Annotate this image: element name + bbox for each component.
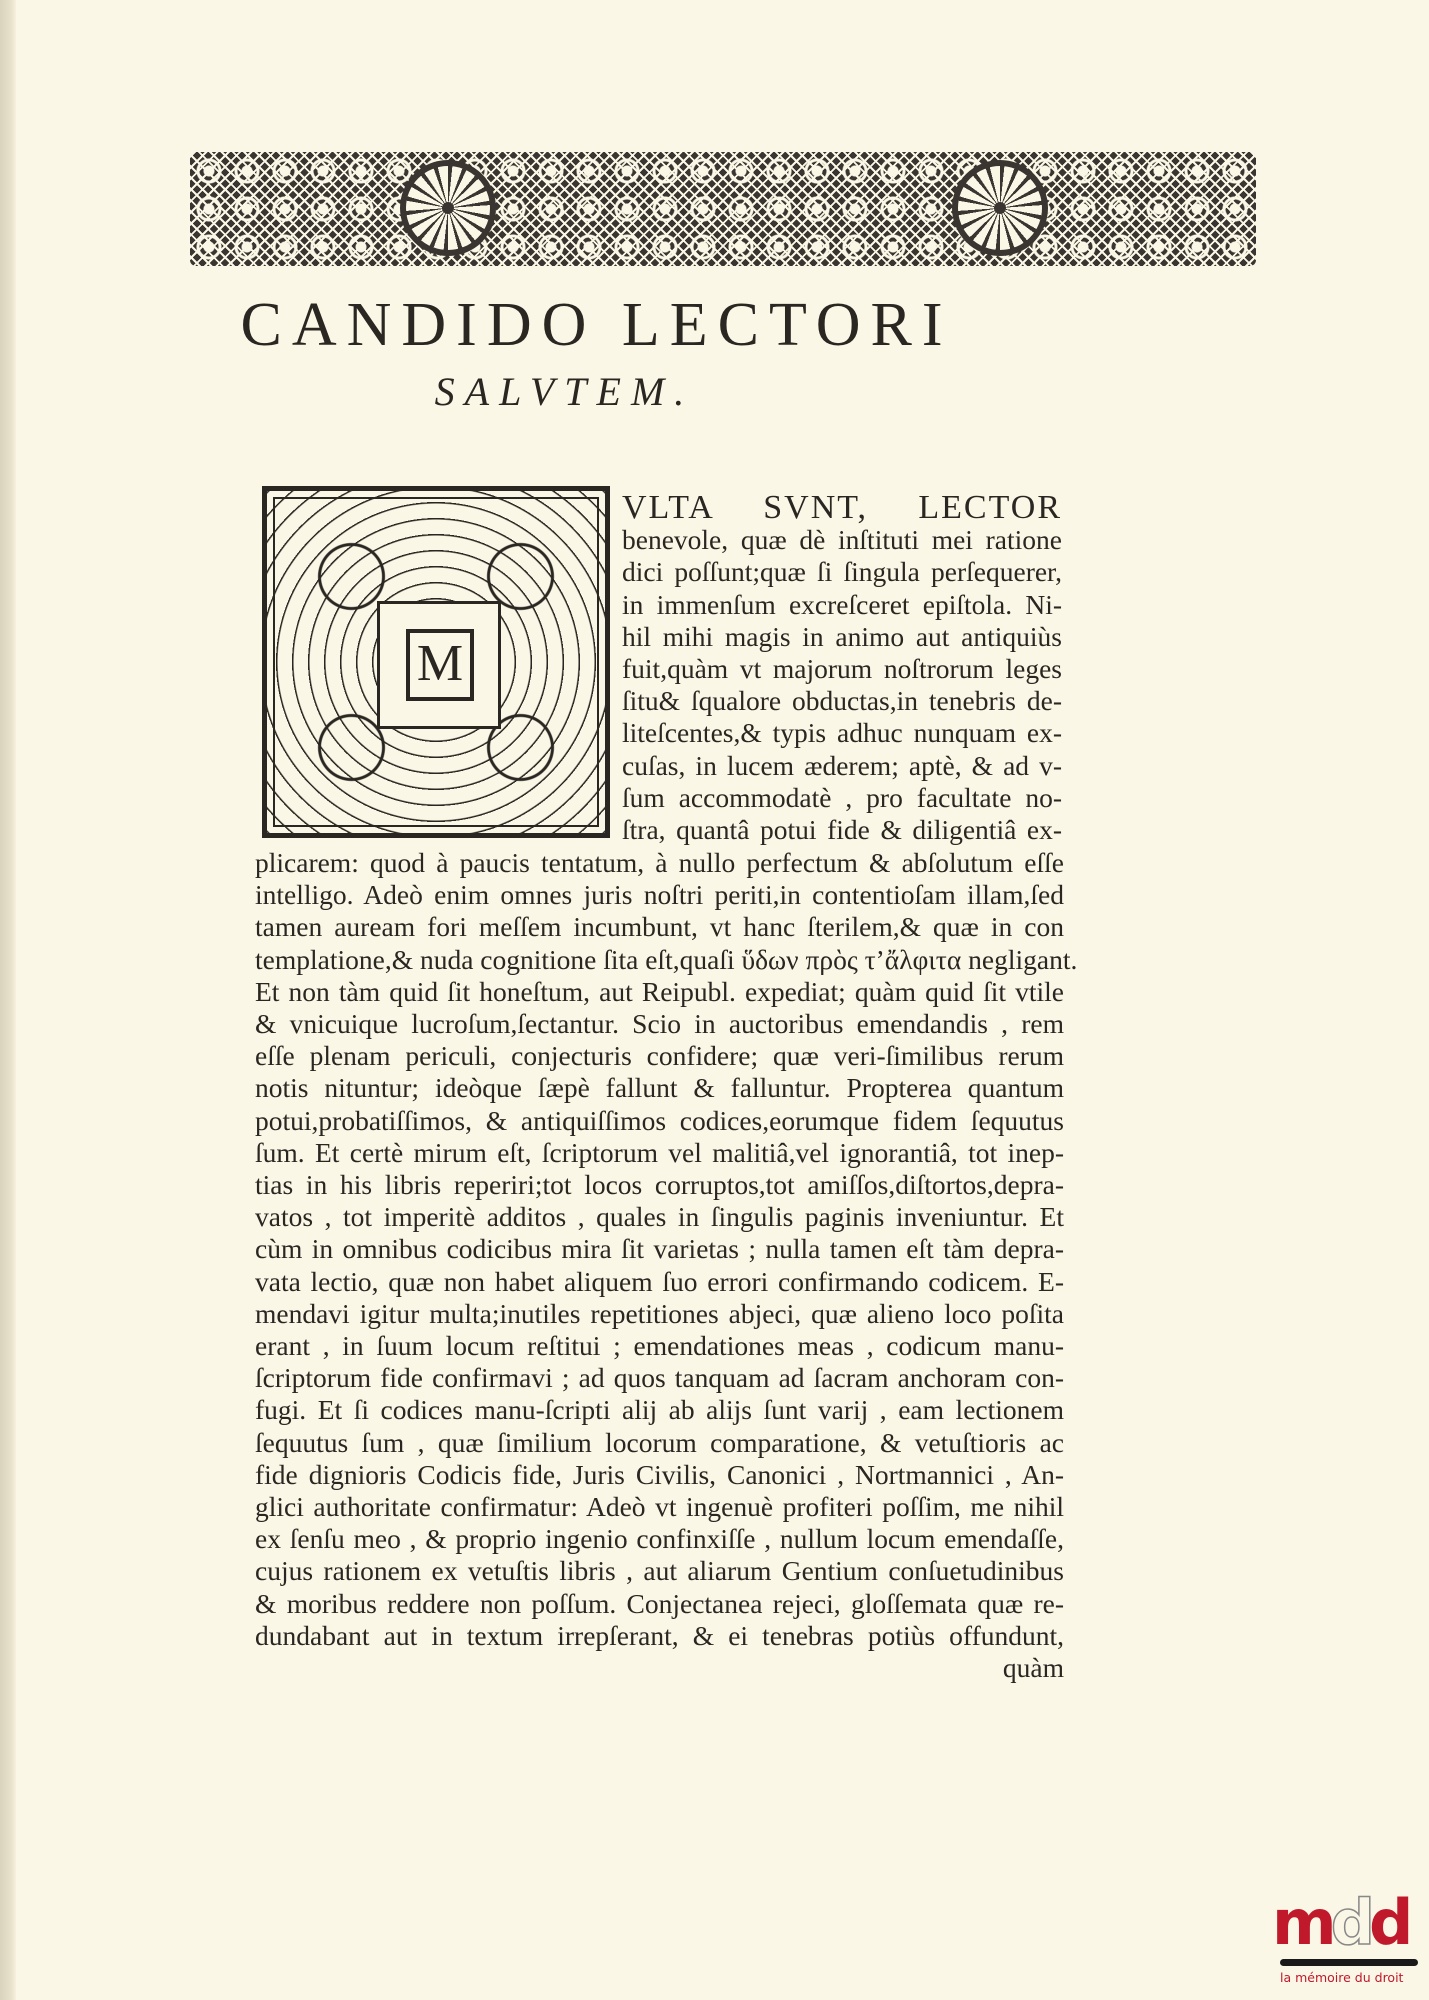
text-line: cuſas, in lucem æderem; aptè, & ad v- — [622, 749, 1062, 781]
text-line: & vnicuique lucroſum,ſectantur. Scio in auctoribus emendandis , rem — [255, 1008, 1064, 1040]
text-line: in immenſum excreſceret epiſtola. Ni- — [622, 588, 1062, 620]
text-line: templatione,& nuda cognitione ſita eſt,quaſi ὕδων πρὸς τ’ἄλφιτα negligant. — [255, 943, 1078, 975]
catchword: quàm — [1002, 1652, 1064, 1684]
text-line: Et non tàm quid ſit honeſtum, aut Reipubl. expediat; quàm quid ſit vtile — [255, 975, 1064, 1007]
logo-divider — [1280, 1959, 1418, 1966]
text-line: dici poſſunt;quæ ſi ſingula perſequerer, — [622, 556, 1062, 588]
text-line: potui,probatiſſimos, & antiquiſſimos codices,eorumque fidem ſequutus — [255, 1104, 1064, 1136]
first-line-caps: VLTA SVNT, LECTOR — [622, 489, 1062, 526]
logo-mark: mdd — [1272, 1886, 1408, 1959]
text-line: vatos , tot imperitè additos , quales in ſingulis paginis inveniuntur. Et — [255, 1201, 1064, 1233]
text-line: plicarem: quod à paucis tentatum, à nullo perfectum & abſolutum eſſe — [255, 847, 1064, 878]
text-line: hil mihi magis in animo aut antiquiùs — [622, 620, 1062, 652]
text-line: eſſe plenam periculi, conjecturis confidere; quæ veri-ſimilibus rerum — [255, 1040, 1064, 1072]
decorated-initial — [262, 486, 610, 838]
rosette-ornament-right — [952, 160, 1048, 256]
text-line: ex ſenſu meo , & proprio ingenio confinxiſſe , nullum locum emendaſſe, — [255, 1523, 1064, 1555]
ornamental-headpiece — [190, 152, 1256, 266]
text-line: mendavi igitur multa;inutiles repetitiones abjeci, quæ alieno loco poſita — [255, 1297, 1064, 1329]
text-line: benevole, quæ dè inſtituti mei ratione — [622, 524, 1062, 556]
opening-paragraph — [622, 489, 1062, 846]
text-line: tamen auream fori meſſem incumbunt, vt hanc ſterilem,& quæ in con — [255, 911, 1064, 943]
text-line: tias in his libris reperiri;tot locos corruptos,tot amiſſos,diſtortos,depra- — [255, 1169, 1064, 1201]
text-line: erant , in ſuum locum reſtitui ; emendationes meas , codicum manu- — [255, 1330, 1064, 1362]
text-line: fugi. Et ſi codices manu-ſcripti alij ab alijs ſunt varij , eam lectionem — [255, 1394, 1064, 1426]
text-line: & moribus reddere non poſſum. Conjectanea rejeci, gloſſemata quæ re- — [255, 1587, 1064, 1619]
text-line: intelligo. Adeò enim omnes juris noſtri periti,in contentioſam illam,ſed — [255, 879, 1064, 911]
text-line: fuit,quàm vt majorum noſtrorum leges — [622, 653, 1062, 685]
text-line: fide dignioris Codicis fide, Juris Civilis, Canonici , Nortmannici , An- — [255, 1458, 1064, 1490]
text-line: dundabant aut in textum irrepſerant, & ei tenebras potiùs offundunt, — [255, 1619, 1064, 1651]
drop-cap-letter: M — [406, 629, 474, 701]
rosette-ornament-left — [400, 160, 496, 256]
text-line: ſcriptorum fide confirmavi ; ad quos tanquam ad ſacram anchoram con- — [255, 1362, 1064, 1394]
text-line: notis nituntur; ideòque ſæpè fallunt & falluntur. Propterea quantum — [255, 1072, 1064, 1104]
page-heading: CANDIDO LECTORI — [240, 291, 953, 359]
body-text — [255, 847, 1078, 1684]
text-line: ſum. Et certè mirum eſt, ſcriptorum vel malitiâ,vel ignorantiâ, tot inep- — [255, 1136, 1064, 1168]
text-line: ſtra, quantâ potui fide & diligentiâ ex- — [622, 814, 1062, 846]
text-line: ſum accommodatè , pro facultate no- — [622, 781, 1062, 813]
text-line: ſitu& ſqualore obductas,in tenebris de- — [622, 685, 1062, 717]
text-line: liteſcentes,& typis adhuc nunquam ex- — [622, 717, 1062, 749]
text-line: glici authoritate confirmatur: Adeò vt ingenuè profiteri poſſim, me nihil — [255, 1491, 1064, 1523]
watermark-logo — [1272, 1886, 1422, 1985]
text-line: cùm in omnibus codicibus mira ſit varietas ; nulla tamen eſt tàm depra- — [255, 1233, 1064, 1265]
page-subheading: SALVTEM. — [434, 369, 695, 414]
text-line: cujus rationem ex vetuſtis libris , aut aliarum Gentium conſuetudinibus — [255, 1555, 1064, 1587]
text-line: ſequutus ſum , quæ ſimilium locorum comparatione, & vetuſtioris ac — [255, 1426, 1064, 1458]
logo-tagline: la mémoire du droit — [1280, 1970, 1404, 1985]
text-line: vata lectio, quæ non habet aliquem ſuo errori confirmando codicem. E- — [255, 1265, 1064, 1297]
